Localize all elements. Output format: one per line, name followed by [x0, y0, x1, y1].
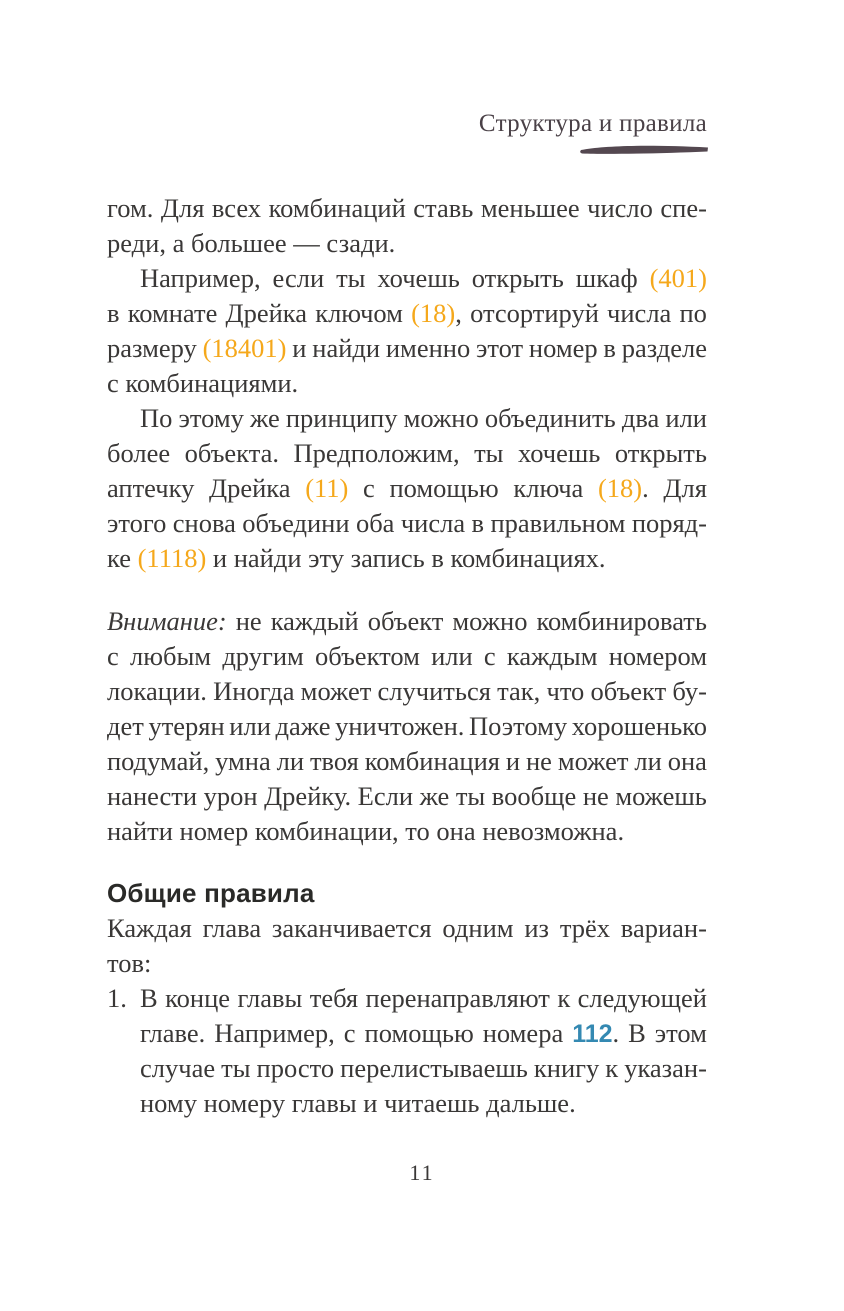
- word: и: [292, 333, 307, 363]
- text-line: [140, 981, 707, 1016]
- text-line: [107, 226, 707, 261]
- word: ли: [634, 746, 662, 776]
- highlight-number: (18401): [202, 333, 287, 363]
- word: аптечку: [107, 473, 195, 503]
- text-run: и найди эту запись в комбинациях.: [206, 543, 606, 573]
- word: случиться: [377, 676, 491, 706]
- text-run: реди, а большее — сзади.: [107, 228, 396, 258]
- word: открыть: [614, 438, 707, 468]
- word: По: [140, 403, 173, 433]
- word: каждым: [506, 641, 598, 671]
- word: же: [419, 781, 450, 811]
- word: не: [235, 606, 262, 636]
- word: объектом: [315, 641, 420, 671]
- word: Дрейку.: [264, 781, 352, 811]
- word: комбинировать: [536, 606, 707, 636]
- word: два: [621, 403, 660, 433]
- word: ты: [221, 1053, 251, 1083]
- word: заканчивается: [271, 913, 432, 943]
- word: объект: [367, 606, 444, 636]
- word: и: [505, 746, 521, 776]
- word: каждый: [270, 606, 359, 636]
- word: Если: [357, 781, 414, 811]
- text-line: [107, 674, 707, 709]
- text-run: найти номер комбинации, то она невозможна.: [107, 816, 625, 846]
- word: даже: [275, 711, 331, 741]
- word: ты: [336, 263, 366, 293]
- word: Иногда: [213, 676, 295, 706]
- word: перелистываешь: [340, 1053, 528, 1083]
- text-line: [107, 744, 707, 779]
- word: ключа: [513, 473, 584, 503]
- text-line: [140, 1086, 707, 1121]
- list-item: [107, 981, 707, 1121]
- page-number: 11: [409, 1160, 435, 1185]
- word: меньшее: [480, 193, 580, 223]
- text-line: [107, 506, 707, 541]
- word: урон: [203, 781, 258, 811]
- word: этом: [654, 1018, 707, 1048]
- word: утерян: [148, 711, 225, 741]
- word: подумай,: [107, 746, 210, 776]
- word: же: [250, 403, 280, 433]
- word: гом.: [107, 193, 154, 223]
- word: Для: [160, 193, 205, 223]
- word: Для: [663, 473, 707, 503]
- word: просто: [256, 1053, 335, 1083]
- word: объедини: [242, 508, 350, 538]
- header-underline-stroke: [577, 142, 713, 156]
- word: размеру: [107, 333, 197, 363]
- word: разделе: [621, 333, 707, 363]
- text-line: [107, 331, 707, 366]
- word: ставь: [413, 193, 474, 223]
- word: комбинаций: [268, 193, 406, 223]
- word: хочешь: [377, 263, 460, 293]
- word: из: [524, 913, 549, 943]
- word: к: [557, 983, 571, 1013]
- paragraph: [107, 401, 707, 576]
- text-line: [107, 401, 707, 436]
- text-run: ке: [107, 543, 138, 573]
- word: главе.: [140, 1018, 206, 1048]
- word: номер: [528, 333, 598, 363]
- word: вообще: [491, 781, 577, 811]
- word: с: [483, 641, 496, 671]
- word: более: [107, 438, 171, 468]
- word: номером: [608, 641, 707, 671]
- word: ты: [455, 781, 486, 811]
- text-line: [107, 436, 707, 471]
- word: вариан-: [620, 913, 707, 943]
- word: хорошенько: [571, 711, 707, 741]
- word: уничтожен.: [335, 711, 465, 741]
- word: число: [587, 193, 653, 223]
- word: Дрейка: [209, 473, 291, 503]
- paragraph: [107, 911, 707, 981]
- word: она: [667, 746, 707, 776]
- word: ли: [276, 746, 305, 776]
- word: 112.: [572, 1018, 620, 1048]
- word: глава: [202, 913, 262, 943]
- word: так,: [497, 676, 541, 706]
- word: Предположим,: [293, 438, 460, 468]
- text-line: [140, 1016, 707, 1051]
- word: одним: [442, 913, 514, 943]
- word: В: [140, 983, 158, 1013]
- word: с: [343, 1018, 356, 1048]
- paragraph: [107, 191, 707, 261]
- text-line: [107, 911, 707, 946]
- highlight-number: (401): [649, 263, 707, 293]
- word: этого: [107, 508, 167, 538]
- word: хочешь: [517, 438, 601, 468]
- text-line: [140, 1051, 707, 1086]
- word: объект: [590, 676, 667, 706]
- word: с: [107, 641, 119, 671]
- paragraph: [107, 261, 707, 401]
- word: тебя: [309, 983, 359, 1013]
- word: отсортируй: [470, 298, 599, 328]
- word: перенаправляют: [365, 983, 550, 1013]
- word: книгу: [533, 1053, 600, 1083]
- text-line: [107, 946, 707, 981]
- word: снова: [172, 508, 236, 538]
- word: указан-: [624, 1053, 707, 1083]
- word: (18),: [411, 298, 462, 328]
- text-line: [107, 639, 707, 674]
- word: поряд-: [631, 508, 707, 538]
- word: этому: [178, 403, 244, 433]
- word: по: [679, 298, 707, 328]
- word: в: [107, 298, 120, 328]
- page-body: [107, 191, 707, 1121]
- word: помощью: [389, 473, 499, 503]
- word: объединить: [484, 403, 616, 433]
- highlight-number: 112: [572, 1020, 613, 1048]
- word: Дрейка: [225, 298, 308, 328]
- text-line: [107, 779, 707, 814]
- word: с: [363, 473, 375, 503]
- word: [305, 471, 348, 506]
- word: шкаф: [575, 263, 638, 293]
- text-line: [107, 191, 707, 226]
- word: правильном: [490, 508, 626, 538]
- word: [107, 604, 227, 639]
- word: конце: [165, 983, 231, 1013]
- word: Поэтому: [469, 711, 568, 741]
- word: можно: [403, 403, 479, 433]
- word: найди: [312, 333, 381, 363]
- running-header: Структура и правила: [478, 110, 707, 137]
- word: дет: [107, 711, 144, 741]
- text-line: [107, 814, 707, 849]
- text-run: с комбинациями.: [107, 368, 299, 398]
- text-run: ному номеру главы и читаешь дальше.: [140, 1088, 576, 1118]
- word: к: [605, 1053, 619, 1083]
- word: всех: [211, 193, 262, 223]
- word: или: [431, 641, 473, 671]
- word: [203, 331, 287, 366]
- word: нанести: [107, 781, 198, 811]
- highlight-number: (1118): [137, 543, 207, 573]
- list-marker: 1.: [107, 983, 127, 1013]
- word: или: [229, 711, 271, 741]
- word: если: [272, 263, 325, 293]
- word: локации.: [107, 676, 207, 706]
- word: можешь: [615, 781, 707, 811]
- word: (18).: [597, 473, 649, 503]
- word: главы: [237, 983, 303, 1013]
- highlight-number: (11): [305, 473, 349, 503]
- word: не: [525, 746, 552, 776]
- word: оба: [355, 508, 395, 538]
- word: комбинация: [364, 746, 500, 776]
- text-line: [107, 541, 707, 576]
- word: может: [557, 746, 629, 776]
- word: [650, 261, 707, 296]
- word: следующей: [577, 983, 707, 1013]
- word: или: [665, 403, 707, 433]
- attention-note: [107, 604, 707, 849]
- word: В: [628, 1018, 646, 1048]
- word: номера: [482, 1018, 564, 1048]
- text-line: [107, 604, 707, 639]
- word: числа: [607, 298, 672, 328]
- word: комнате: [127, 298, 218, 328]
- word: помощью: [364, 1018, 474, 1048]
- word: другим: [222, 641, 304, 671]
- word: ты: [474, 438, 504, 468]
- text-run: тов:: [107, 948, 152, 978]
- text-line: [107, 471, 707, 506]
- word: в: [603, 333, 616, 363]
- word: спе-: [660, 193, 707, 223]
- text-line: [107, 366, 707, 401]
- word: открыть: [471, 263, 564, 293]
- word: объекта.: [184, 438, 279, 468]
- highlight-number: (18): [411, 298, 456, 328]
- text-line: [107, 709, 707, 744]
- word: умна: [215, 746, 271, 776]
- word: в: [471, 508, 485, 538]
- word: Каждая: [107, 913, 192, 943]
- word: может: [300, 676, 372, 706]
- emphasis-text: Внимание:: [107, 606, 227, 636]
- word: этот: [476, 333, 524, 363]
- word: Например,: [214, 1018, 335, 1048]
- word: Например,: [140, 263, 261, 293]
- text-line: [107, 261, 707, 296]
- word: любым: [130, 641, 212, 671]
- word: случае: [140, 1053, 216, 1083]
- highlight-number: (18): [597, 473, 643, 503]
- word: трёх: [559, 913, 610, 943]
- word: что: [546, 676, 585, 706]
- word: не: [582, 781, 609, 811]
- word: принципу: [285, 403, 398, 433]
- section-heading: Общие правила: [107, 878, 315, 908]
- word: можно: [452, 606, 528, 636]
- word: бу-: [672, 676, 707, 706]
- word: ключом: [315, 298, 403, 328]
- word: твоя: [309, 746, 359, 776]
- text-line: [107, 296, 707, 331]
- word: числа: [400, 508, 466, 538]
- word: именно: [385, 333, 471, 363]
